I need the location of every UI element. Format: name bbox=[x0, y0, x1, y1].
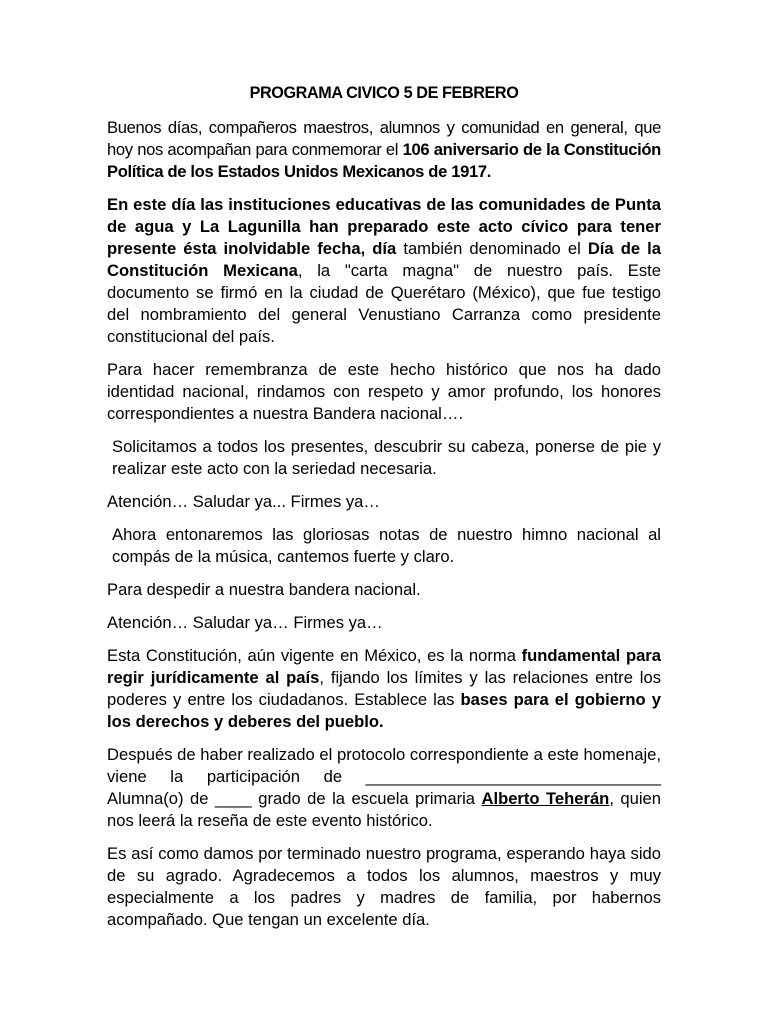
paragraph-anthem: Ahora entonaremos las gloriosas notas de nuestro himno nacional al compás de la música, cantemos fuerte y claro. bbox=[112, 525, 661, 566]
constitution-text-2: , fijando los límites y las relaciones entre los poderes y entre los ciudadanos. Establece las bbox=[107, 668, 661, 709]
school-name: Alberto Teherán bbox=[481, 789, 610, 808]
paragraph-flag-honors: Para hacer remembranza de este hecho histórico que nos ha dado identidad nacional, rindamos con respeto y amor profundo, los honores correspondientes a nuestra Bandera nacional…. bbox=[107, 360, 661, 423]
paragraph-request: Solicitamos a todos los presentes, descubrir su cabeza, ponerse de pie y realizar este acto con la seriedad necesaria. bbox=[112, 437, 661, 478]
paragraph-introduction bbox=[107, 194, 661, 348]
paragraph-farewell-flag: Para despedir a nuestra bandera nacional. bbox=[107, 580, 421, 599]
participation-text-1: Después de haber realizado el protocolo correspondiente a este homenaje, viene la participación de bbox=[107, 745, 661, 786]
intro-text-2: , la "carta magna" de nuestro país. Este documento se firmó en la ciudad de Querétaro (México), que fue testigo del nombramiento del general Venustiano Carranza como presidente constitucional del país. bbox=[107, 261, 661, 346]
document-title: PROGRAMA CIVICO 5 DE FEBRERO bbox=[249, 84, 519, 102]
paragraph-constitution bbox=[107, 645, 661, 733]
participation-text-2: Alumna(o) de bbox=[107, 789, 215, 808]
student-name-blank: ________________________________ bbox=[365, 767, 661, 786]
paragraph-greeting bbox=[107, 117, 661, 183]
paragraph-participation bbox=[107, 744, 661, 832]
grade-blank: ____ bbox=[214, 789, 252, 808]
intro-text-1: también denominado el bbox=[396, 239, 588, 258]
constitution-day-text: Día de la Constitución Mexicana bbox=[107, 239, 661, 280]
participation-text-4: , quien nos leerá la reseña de este evento histórico. bbox=[107, 789, 661, 830]
paragraph-closing: Es así como damos por terminado nuestro programa, esperando haya sido de su agrado. Agradecemos a todos los alumnos, maestros y muy especialmente a los padres y madres de familia, por habernos acompañado. Que tengan un excelente día. bbox=[107, 844, 661, 929]
anniversary-text: 106 aniversario de la Constitución Política de los Estados Unidos Mexicanos de 1917. bbox=[107, 140, 661, 181]
greeting-text: Buenos días, compañeros maestros, alumnos y comunidad en general, que hoy nos acompañan para conmemorar el bbox=[107, 118, 661, 159]
participation-text-3: grado de la escuela primaria bbox=[251, 789, 482, 808]
paragraph-salute-1: Atención… Saludar ya... Firmes ya… bbox=[107, 492, 380, 511]
paragraph-salute-2: Atención… Saludar ya… Firmes ya… bbox=[107, 613, 383, 632]
constitution-bold-2: bases para el gobierno y los derechos y deberes del pueblo. bbox=[107, 690, 661, 731]
constitution-text-1: Esta Constitución, aún vigente en México, es la norma bbox=[107, 646, 522, 665]
constitution-bold-1: fundamental para regir jurídicamente al país bbox=[107, 646, 661, 687]
intro-bold-text: En este día las instituciones educativas de las comunidades de Punta de agua y La Lagunilla han preparado este acto cívico para tener presente ésta inolvidable fecha, día bbox=[107, 195, 661, 258]
